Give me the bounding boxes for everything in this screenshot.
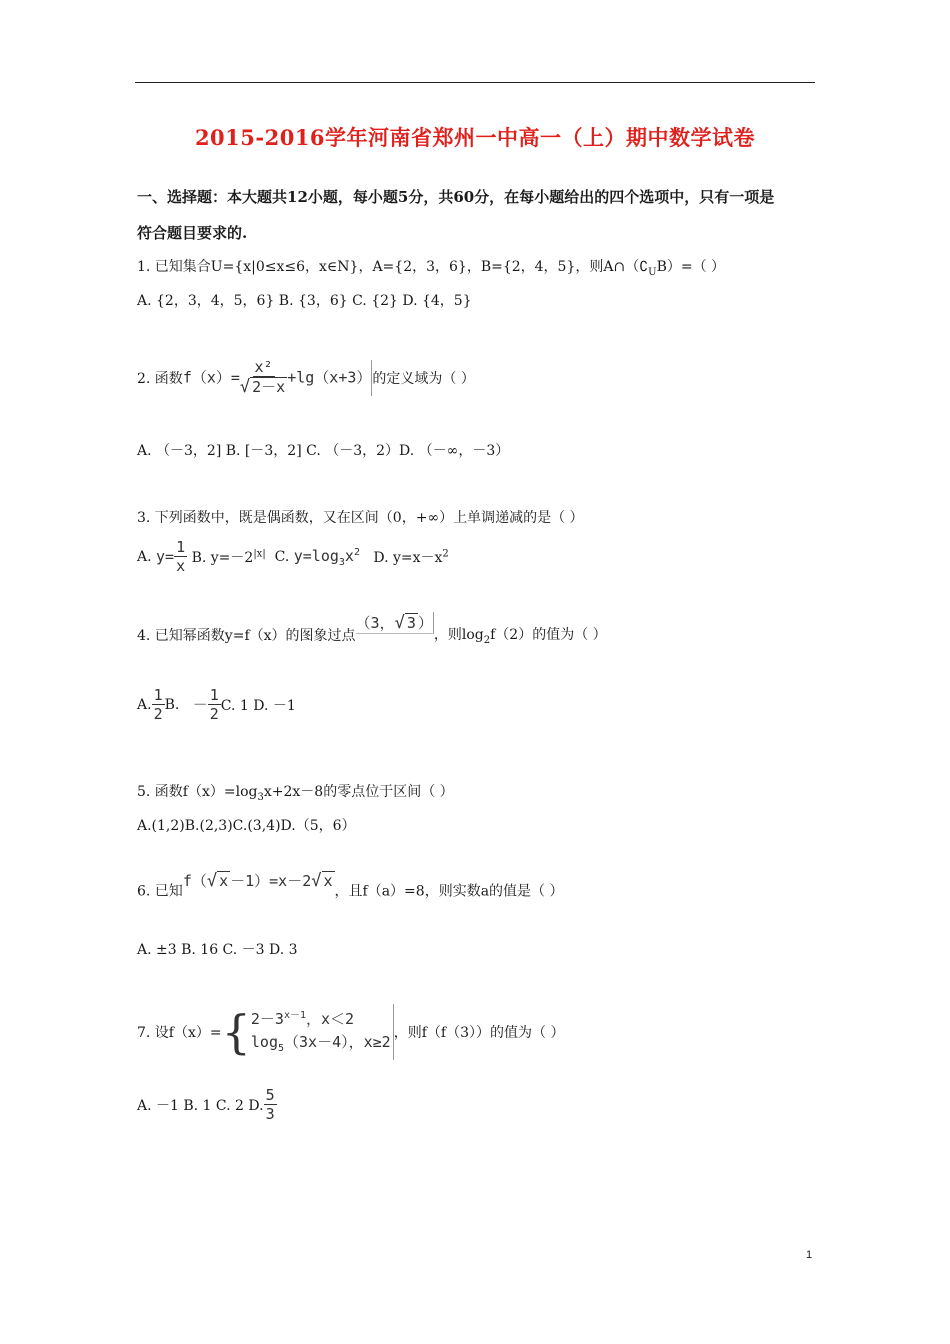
question-6-options: A. ±3 B. 16 C. －3 D. 3 bbox=[137, 942, 298, 958]
formula-image-q4: （3，√ 3 ） bbox=[355, 613, 433, 633]
section-heading: 一、选择题：本大题共12小题，每小题5分，共60分，在每小题给出的四个选项中，只有一项是 bbox=[137, 188, 775, 206]
question-4: 4. 已知幂函数y=f（x）的图象过点（3，√ 3 ），则$\log_2f(2)$的值为（ ） bbox=[137, 613, 607, 646]
formula-image-q3c: $y=\log_3x^2$ bbox=[293, 546, 360, 568]
formula-image-q7d: $\frac{5}{3}$ bbox=[265, 1086, 275, 1123]
question-1: 1. 已知集合U={x|0≤x≤6，x∈N}，A={2，3，6}，B={2，4，5}，则$A\cap(∁_UB)=$（ ） bbox=[137, 259, 726, 278]
question-2: 2. 函数f（x）= $\frac{\text{x²}}{√ 2-x}$ +lg（x+3）的定义域为（ ） bbox=[137, 358, 475, 397]
question-7: 7. 设f（x）={ $2-3^{x-1}$，x＜2 $\log_5(3x-4)$，x≥2 ，则f（f（3））的值为（ ） bbox=[137, 1005, 565, 1059]
question-4-options: A. $\frac{1}{2}$ B. － $\frac{1}{2}$ C. 1 D. －1 bbox=[137, 686, 296, 723]
formula-image-q6: f（√ x －1）=x－2√ x bbox=[182, 871, 333, 891]
question-6: 6. 已知f（√ x －1）=x－2√ x，且f（a）=8，则实数a的值是（ ） bbox=[137, 871, 564, 900]
formula-image-q2: f（x）= $\frac{\text{x²}}{√ 2-x}$ +lg（x+3） bbox=[182, 358, 372, 397]
formula-image-q4a: $\frac{1}{2}$ bbox=[153, 686, 163, 723]
question-7-options: A. －1 B. 1 C. 2 D. $\frac{5}{3}$ bbox=[137, 1086, 275, 1123]
header-rule bbox=[135, 82, 815, 83]
page-title: 2015-2016学年河南省郑州一中高一（上）期中数学试卷 bbox=[194, 125, 756, 150]
section-heading-cont: 符合题目要求的. bbox=[137, 224, 248, 242]
question-5-options: A.(1,2)B.(2,3)C.(3,4)D.（5，6） bbox=[137, 818, 356, 834]
question-1-options: A. {2，3，4，5，6} B. {3，6} C. {2} D. {4，5} bbox=[137, 293, 472, 309]
formula-image-q7: { $2-3^{x-1}$，x＜2 $\log_5(3x-4)$，x≥2 bbox=[222, 1004, 394, 1060]
question-3-options: A. y= $\frac{1}{x}$ B. $y=-2^{|x|}$ C. $y=\log_3x^2$ D. $y=x-x^2$ bbox=[137, 538, 449, 575]
formula-image-q3a: y= $\frac{1}{x}$ bbox=[156, 538, 186, 575]
question-2-options: A. （－3，2] B. [－3，2] C. （－3，2）D. （－∞，－3） bbox=[137, 443, 510, 459]
question-3: 3. 下列函数中，既是偶函数，又在区间（0，+∞）上单调递减的是（ ） bbox=[137, 510, 584, 526]
page-number: 1 bbox=[806, 1249, 813, 1261]
question-5: 5. 函数$f(x)=\log_3x+2x-8$的零点位于区间（ ） bbox=[137, 784, 454, 803]
formula-image-q4b: － $\frac{1}{2}$ bbox=[192, 686, 219, 723]
